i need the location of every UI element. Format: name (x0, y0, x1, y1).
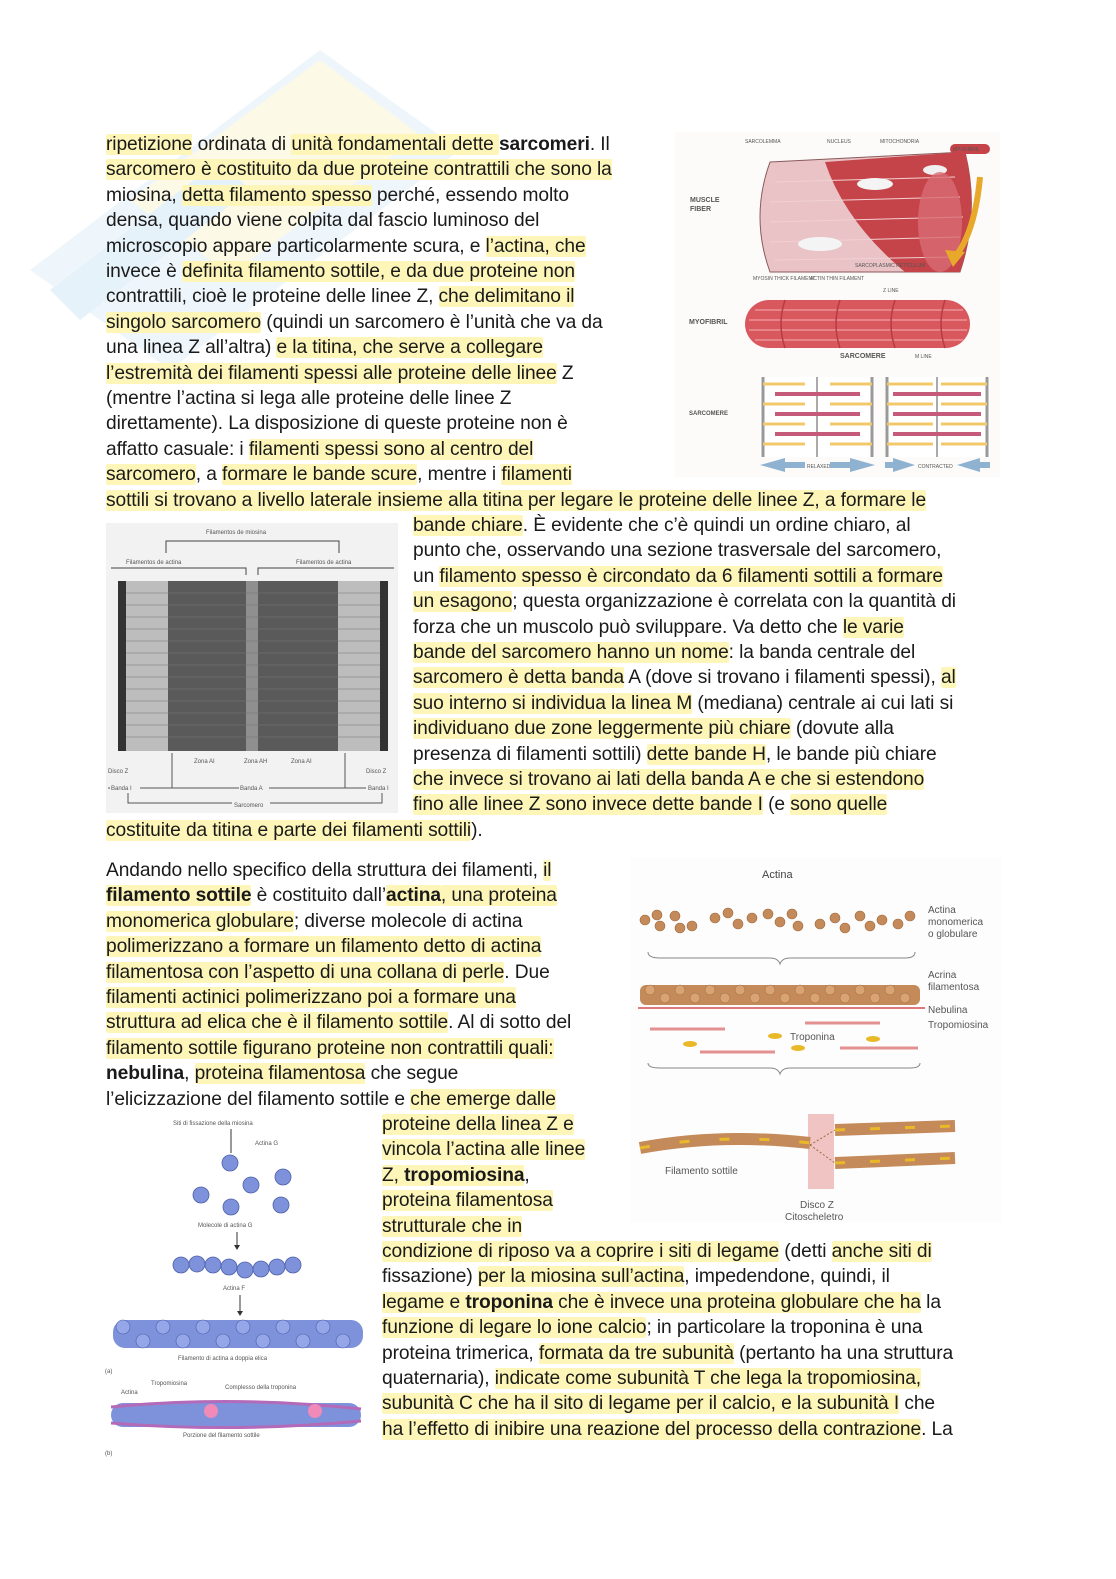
text-segment: . È evidente che c’è quindi un ordine chiaro, al (522, 515, 911, 536)
text-segment: singolo sarcomero (106, 311, 262, 333)
text-segment: anche siti di (831, 1241, 932, 1262)
text-segment: è costituito dall’ (251, 885, 387, 907)
text-segment: bande del sarcomero hanno un nome (413, 642, 729, 663)
text-line (106, 234, 586, 259)
text-segment: , una proteina (440, 885, 557, 907)
figure-actin-polymerization (103, 1115, 368, 1465)
text-line (106, 985, 516, 1010)
svg-text:Tropomiosina: Tropomiosina (151, 1381, 188, 1387)
text-segment: suo interno si individua la linea M (413, 692, 693, 714)
text-segment: subunità C che ha il sito di legame per il calcio, e la subunità I (382, 1393, 900, 1415)
svg-text:Filamento sottile: Filamento sottile (665, 1166, 738, 1177)
text-segment: proteina filamentosa (382, 1190, 553, 1212)
text-segment: al (940, 667, 956, 689)
text-segment: . La (921, 1418, 953, 1440)
text-line (106, 310, 603, 335)
text-segment: l’estremità dei filamenti spessi alle proteine delle linee (106, 362, 557, 384)
text-line (106, 437, 533, 462)
text-segment: forza che un muscolo può sviluppare. Va detto che (413, 616, 843, 638)
text-line (382, 1137, 585, 1162)
svg-text:ACTIN THIN FILAMENT: ACTIN THIN FILAMENT (810, 276, 865, 282)
text-line (106, 909, 522, 934)
svg-text:Filamento di actina a doppia e: Filamento di actina a doppia elica (178, 1356, 268, 1362)
text-segment: presenza di filamenti sottili) (413, 743, 647, 765)
svg-text:MITOCHONDRIA: MITOCHONDRIA (880, 139, 920, 145)
text-segment: (e (762, 794, 791, 816)
text-segment: filamento spesso è circondato da 6 filamenti sottili a formare (439, 565, 943, 587)
text-segment: polimerizzano a formare un filamento detto di actina (106, 936, 542, 958)
text-segment: struttura ad elica che è il filamento sottile (106, 1012, 449, 1034)
text-line (382, 1341, 953, 1366)
svg-text:o globulare: o globulare (928, 929, 978, 940)
svg-text:Molecole di actina G: Molecole di actina G (198, 1223, 253, 1229)
svg-text:Zona AH: Zona AH (244, 759, 268, 765)
text-line (413, 513, 910, 538)
text-segment: (detti (779, 1241, 832, 1262)
text-line (106, 157, 612, 182)
text-line (413, 615, 904, 640)
svg-text:Filamentos de miosina: Filamentos de miosina (206, 530, 267, 536)
figure-sarcomere-micrograph (106, 523, 398, 813)
svg-text:Actina: Actina (121, 1390, 138, 1396)
svg-text:SARCOMERE: SARCOMERE (689, 411, 729, 417)
svg-text:Tropomiosina: Tropomiosina (928, 1020, 989, 1031)
text-line (106, 259, 575, 284)
text-segment: miosina, (106, 184, 182, 206)
svg-text:Complesso della troponina: Complesso della troponina (225, 1385, 297, 1391)
text-segment: , le bande più chiare (765, 743, 937, 765)
text-segment: Z, (382, 1164, 405, 1186)
text-line (106, 488, 926, 513)
label-muscle-fiber: MUSCLE (690, 197, 720, 204)
text-line (413, 742, 937, 767)
text-line (413, 767, 924, 792)
text-line (106, 883, 557, 908)
text-line (382, 1264, 890, 1289)
svg-text:Actina: Actina (928, 905, 956, 916)
text-segment: nebulina (106, 1063, 185, 1085)
svg-text:Nebulina: Nebulina (928, 1005, 968, 1016)
text-segment: invece è (106, 261, 182, 282)
text-line (413, 716, 894, 741)
text-segment: individuano due zone leggermente più chiare (413, 718, 791, 740)
text-segment: direttamente). La disposizione di queste proteine non è (106, 413, 568, 435)
svg-text:Filamentos de actina: Filamentos de actina (126, 560, 182, 566)
text-segment: che segue (365, 1063, 459, 1085)
text-segment: proteina filamentosa (194, 1063, 366, 1085)
text-line (413, 640, 915, 665)
text-line (382, 1188, 553, 1213)
text-segment: sarcomero è costituito da due proteine contrattili che sono la (106, 159, 612, 181)
text-segment: per la miosina sull’actina (477, 1266, 685, 1288)
text-line (106, 1061, 458, 1086)
text-segment: ; in particolare la troponina è una (646, 1317, 923, 1339)
text-segment: che delimitano il (438, 286, 575, 308)
text-segment: ordinata di (192, 134, 292, 155)
text-segment: Andando nello specifico della struttura dei filamenti, (106, 860, 544, 881)
text-segment: definita filamento sottile, e da due proteine non (181, 261, 575, 282)
text-line (106, 361, 574, 386)
text-segment: filamento sottile (106, 885, 252, 907)
svg-text:MYOFIBRIL: MYOFIBRIL (689, 319, 728, 326)
text-segment: legame e (382, 1291, 466, 1313)
text-line (106, 386, 511, 411)
text-line (106, 132, 610, 157)
text-line (413, 564, 943, 589)
text-segment: filamento sottile figurano proteine non contrattili quali: (106, 1037, 554, 1059)
text-segment: un esagono (413, 591, 513, 613)
text-segment: ha l’effetto di inibire una reazione del processo della contrazione (382, 1418, 922, 1440)
text-segment: il (543, 860, 552, 881)
figure-actin-filament (630, 858, 1002, 1223)
svg-text:Banda A: Banda A (240, 786, 263, 792)
text-segment: indicate come subunità T che lega la tropomiosina, (494, 1368, 922, 1389)
svg-text:Actina F: Actina F (223, 1286, 246, 1292)
text-line (106, 1087, 556, 1112)
svg-text:Zona AI: Zona AI (291, 759, 312, 765)
text-segment: che emerge dalle (410, 1088, 556, 1110)
svg-text:SARCOPLASMIC RETICULUM: SARCOPLASMIC RETICULUM (855, 263, 926, 269)
text-segment: troponina (465, 1291, 553, 1313)
text-segment: condizione di riposo va a coprire i siti di legame (382, 1241, 780, 1262)
text-segment: ). (471, 819, 483, 841)
text-line (382, 1214, 522, 1239)
text-line (106, 183, 569, 208)
text-segment: sottili si trovano a livello laterale insieme alla titina per legare le proteine delle linee Z, (106, 489, 825, 511)
text-segment: monomerica globulare (106, 910, 294, 932)
svg-text:M LINE: M LINE (915, 354, 932, 360)
text-segment: le varie (842, 616, 904, 638)
text-segment: quaternaria), (382, 1368, 495, 1389)
text-line (382, 1112, 574, 1137)
text-segment: detta filamento spesso (181, 184, 372, 206)
svg-text:Banda I: Banda I (111, 786, 132, 792)
text-segment: strutturale che in (382, 1215, 523, 1237)
text-segment: l’actina, che (485, 235, 586, 257)
svg-text:Actina G: Actina G (255, 1141, 279, 1147)
text-line (413, 589, 956, 614)
text-segment: . Due (504, 961, 550, 983)
text-segment: contrattili, cioè le proteine delle linee Z, (106, 286, 439, 308)
text-segment: funzione di legare lo ione calcio (382, 1317, 647, 1339)
svg-text:Porzione del filamento sottile: Porzione del filamento sottile (183, 1433, 260, 1439)
text-segment: , mentre i (417, 464, 502, 486)
text-segment: e la titina, che (276, 337, 399, 359)
text-segment: bande chiare (413, 515, 523, 536)
text-segment: filamenti actinici polimerizzano poi a formare una (106, 987, 516, 1008)
text-line (106, 1036, 554, 1061)
text-line (413, 538, 941, 563)
svg-text:filamentosa: filamentosa (928, 982, 980, 993)
text-segment: , impedendone, quindi, il (684, 1266, 890, 1288)
text-segment: Z (556, 362, 574, 384)
svg-text:Acrina: Acrina (928, 970, 957, 981)
text-segment: formare le bande scure (222, 464, 418, 486)
text-segment: l’elicizzazione del filamento sottile e (106, 1088, 411, 1110)
text-segment: ; diverse molecole di actina (293, 910, 523, 932)
text-line (106, 858, 551, 883)
text-segment: tropomiosina (404, 1164, 525, 1186)
text-line (382, 1315, 922, 1340)
text-line (106, 934, 541, 959)
text-segment: microscopio appare particolarmente scura, e (106, 235, 486, 257)
text-line (106, 208, 539, 233)
text-segment: sarcomeri (498, 134, 590, 155)
svg-text:Z LINE: Z LINE (883, 288, 899, 294)
text-line (106, 1010, 571, 1035)
text-segment: , a (195, 464, 223, 486)
text-line (413, 665, 956, 690)
text-segment: (quindi un sarcomero è l’unità che va da (261, 311, 603, 333)
text-line (106, 960, 550, 985)
text-segment: actina (386, 885, 441, 907)
text-segment: (dovute alla (790, 718, 894, 740)
text-line (382, 1163, 530, 1188)
svg-text:Disco Z: Disco Z (108, 769, 129, 775)
svg-text:NUCLEUS: NUCLEUS (827, 139, 851, 145)
svg-text:MYOSIN THICK FILAMENT: MYOSIN THICK FILAMENT (753, 276, 816, 282)
svg-text:monomerica: monomerica (928, 917, 984, 928)
text-segment: filamenti spessi sono al centro del (248, 438, 534, 460)
svg-text:SARCOLEMMA: SARCOLEMMA (745, 139, 781, 145)
text-segment: costituite da titina e parte dei filamenti sottili (106, 819, 472, 841)
text-line (106, 335, 543, 360)
text-segment: . Il (589, 134, 610, 155)
svg-text:Troponina: Troponina (790, 1032, 835, 1043)
svg-text:Disco Z: Disco Z (366, 769, 387, 775)
text-line (106, 462, 572, 487)
text-segment: , (184, 1063, 195, 1085)
svg-text:Siti di fissazione della miosi: Siti di fissazione della miosina (173, 1121, 253, 1127)
svg-text:Filamentos de actina: Filamentos de actina (296, 560, 352, 566)
text-segment: perché, essendo molto (371, 184, 569, 206)
svg-text:Banda I: Banda I (368, 786, 389, 792)
text-segment: a formare le (824, 489, 927, 511)
svg-text:RELAXED: RELAXED (807, 464, 831, 470)
text-segment: (pertanto ha una struttura (733, 1342, 954, 1364)
text-segment: , (524, 1164, 530, 1186)
text-segment: sarcomero è detta banda (413, 667, 625, 689)
svg-text:Actina: Actina (762, 869, 793, 881)
text-segment: proteina trimerica, (382, 1342, 539, 1364)
text-segment: ripetizione (106, 134, 193, 155)
text-segment: A (dove si trovano i filamenti spessi), (624, 667, 941, 689)
text-segment: affatto casuale: i (106, 438, 249, 460)
text-segment: fino alle linee Z sono invece dette bande I (413, 794, 763, 816)
text-segment: unità fondamentali dette (291, 134, 499, 155)
text-segment: punto che, osservando una sezione trasversale del sarcomero, (413, 540, 942, 562)
svg-text:SARCOMERE: SARCOMERE (840, 353, 886, 360)
text-segment: la (920, 1291, 941, 1313)
text-line (382, 1391, 935, 1416)
text-segment: formata da tre subunità (538, 1342, 734, 1364)
text-segment: sono quelle (790, 794, 888, 816)
text-segment: proteine della linea Z e (382, 1114, 574, 1135)
text-line (413, 792, 887, 817)
text-segment: densa, quando viene colpita dal fascio luminoso del (106, 210, 540, 232)
svg-text:Disco Z: Disco Z (800, 1200, 834, 1211)
text-segment: serve a collegare (398, 337, 543, 359)
svg-text:(a): (a) (105, 1369, 113, 1375)
text-segment: fissazione) (382, 1266, 478, 1288)
text-segment: . Al di sotto del (448, 1012, 572, 1034)
svg-text:CONTRACTED: CONTRACTED (918, 464, 953, 470)
text-line (106, 284, 574, 309)
text-segment: un (413, 565, 440, 587)
text-segment: (mediana) centrale ai cui lati si (692, 692, 954, 714)
svg-text:(b): (b) (105, 1451, 113, 1457)
text-segment: : la banda centrale del (728, 642, 916, 663)
text-segment: sarcomero (106, 464, 196, 486)
text-line (382, 1366, 921, 1391)
figure-muscle-fiber (675, 132, 1000, 477)
text-segment: che invece si trovano ai lati della banda A e che si estendono (413, 769, 925, 790)
svg-text:MYOFIBRIL: MYOFIBRIL (953, 147, 980, 153)
text-segment: ; questa organizzazione è correlata con la quantità di (512, 591, 956, 613)
svg-text:Zona AI: Zona AI (194, 759, 215, 765)
text-segment: vincola l’actina alle linee (382, 1139, 586, 1161)
text-segment: una linea Z all’altra) (106, 337, 277, 359)
text-line (382, 1290, 941, 1315)
text-line (106, 411, 568, 436)
text-line (382, 1239, 932, 1264)
text-line (413, 691, 953, 716)
text-segment: che (899, 1393, 935, 1415)
text-segment: che è invece una proteina globulare che ha (552, 1291, 921, 1313)
svg-text:Citoscheletro: Citoscheletro (785, 1212, 844, 1223)
text-line (106, 818, 483, 843)
text-segment: filamentosa con l’aspetto di una collana di perle (106, 961, 505, 983)
text-line (382, 1417, 953, 1442)
svg-text:Sarcomero: Sarcomero (234, 803, 264, 809)
text-segment: filamenti (501, 464, 572, 486)
text-segment: (mentre l’actina si lega alle proteine delle linee Z (106, 388, 512, 409)
svg-text:FIBER: FIBER (690, 206, 711, 213)
text-segment: dette bande H (646, 743, 766, 765)
